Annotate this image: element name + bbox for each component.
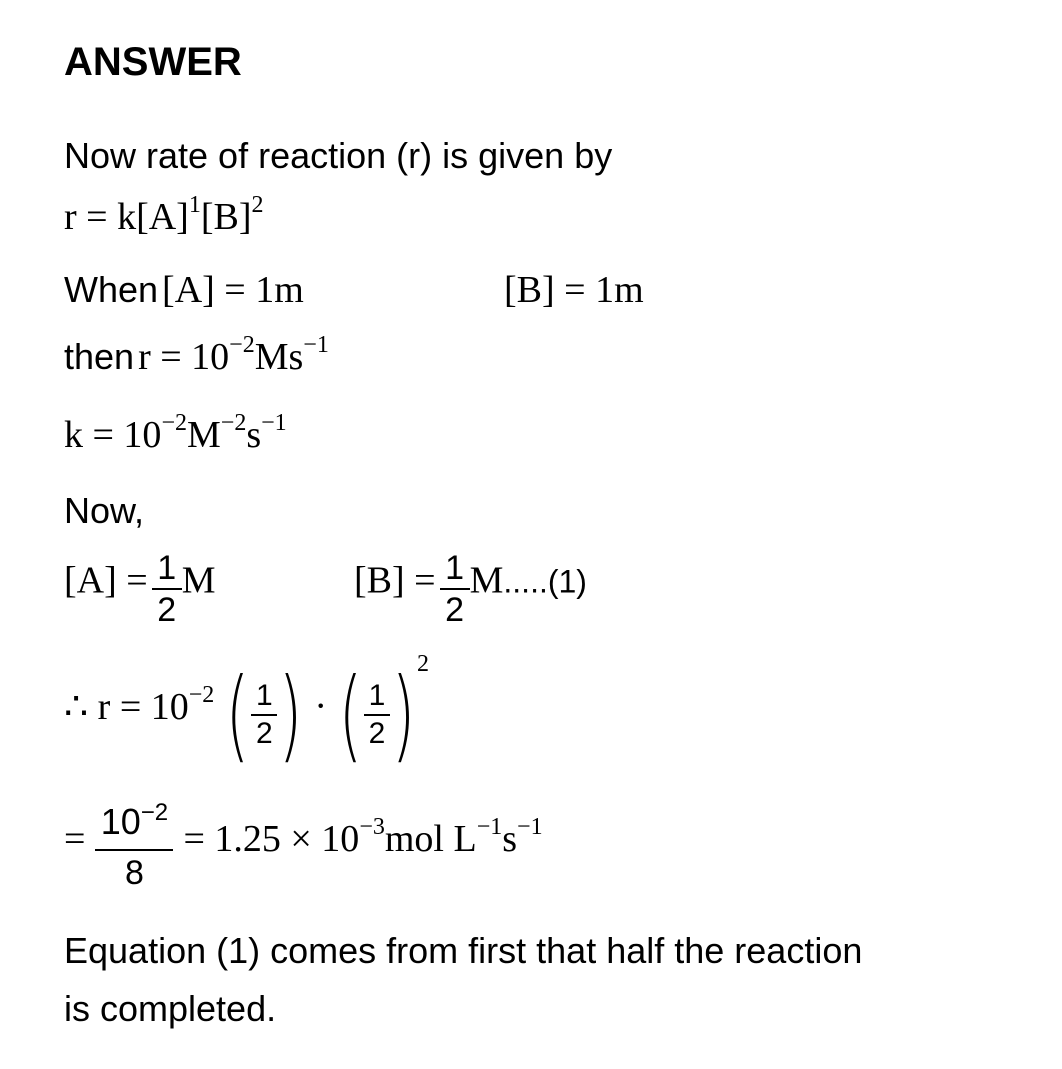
equation-tag: .....(1) <box>503 563 587 600</box>
rate-law-equation: $r = k[A]^1[B]^2$ <box>64 192 264 238</box>
b-initial-condition: [B] = 1m <box>504 269 644 311</box>
answer-heading: ANSWER <box>64 40 242 84</box>
intro-text: Now rate of reaction (r) is given by <box>64 135 613 176</box>
conclusion-text: Equation (1) comes from first that half the reaction is completed. <box>64 930 863 1029</box>
a-initial-condition: [A] = 1m <box>162 269 304 311</box>
final-result-line: = $\frac{10^{-2}}{8}$ = $1.25 \times 10^{-3}mol$ $L^{-1}s^{-1}$ <box>64 799 543 892</box>
rate-calculation-line: ∴ $r = 10^{-2}$ ( $\frac{1}{2}$ ) · ( $\frac{1}{2}$ )2 <box>64 650 430 773</box>
initial-concentration-line: When [A] = 1m [B] = 1m <box>64 269 644 311</box>
rate-constant-line: $k = 10^{-2}M^{-2}s^{-1}$ <box>64 410 287 456</box>
initial-rate-line: then $r = 10^{-2}Ms^{-1}$ <box>64 332 329 378</box>
now-text: Now, <box>64 490 145 531</box>
half-concentration-line: [A] = $\frac{1}{2}$ M [B] = $\frac{1}{2}$ M.....(1) <box>64 549 587 629</box>
